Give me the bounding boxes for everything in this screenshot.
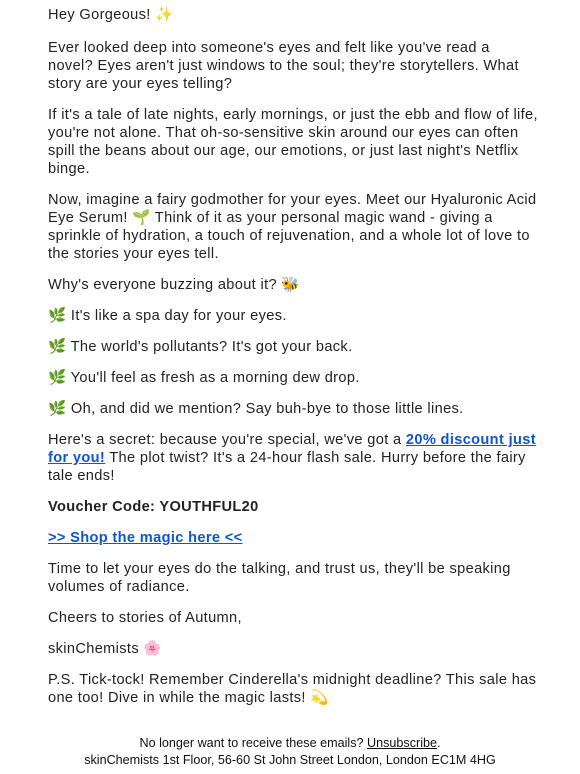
discount-text-after: The plot twist? It's a 24-hour flash sale. Hurry before the fairy tale ends! <box>48 450 526 484</box>
signature: skinChemists 🌸 <box>48 641 162 657</box>
voucher-code: Voucher Code: YOUTHFUL20 <box>48 499 259 515</box>
intro-paragraph: Ever looked deep into someone's eyes and felt like you've read a novel? Eyes aren't just windows to the soul; they're storytellers. What story are your eyes telling? <box>48 40 519 92</box>
serum-paragraph: Now, imagine a fairy godmother for your eyes. Meet our Hyaluronic Acid Eye Serum! 🌱 Think of it as your personal magic wand - giving a sprinkle of hydration, a touch of rejuvenation, and a whole lot of love to the stories your eyes tell. <box>48 192 537 262</box>
discount-text-before: Here's a secret: because you're special, we've got a <box>48 432 406 448</box>
buzzing-paragraph: Why's everyone buzzing about it? 🐝 <box>48 277 300 293</box>
discount-paragraph <box>48 431 538 485</box>
benefit-item-fresh: 🌿 You'll feel as fresh as a morning dew drop. <box>48 370 360 386</box>
benefit-item-pollutants: 🌿 The world's pollutants? It's got your back. <box>48 339 353 355</box>
unsubscribe-suffix: . <box>437 736 441 750</box>
greeting: Hey Gorgeous! ✨ <box>48 7 174 23</box>
shop-magic-link[interactable]: >> Shop the magic here << <box>48 530 243 546</box>
late-nights-paragraph: If it's a tale of late nights, early mornings, or just the ebb and flow of life, you're not alone. That oh-so-sensitive skin around our eyes can often spill the beans about our age, our emotions, or just last night's Netflix binge. <box>48 107 538 177</box>
closing-paragraph: Time to let your eyes do the talking, and trust us, they'll be speaking volumes of radiance. <box>48 561 511 595</box>
signoff: Cheers to stories of Autumn, <box>48 610 242 626</box>
unsubscribe-link[interactable]: Unsubscribe <box>367 736 437 750</box>
discount-link[interactable]: 20% discount just for you! <box>48 432 536 466</box>
shop-link-paragraph <box>48 529 538 547</box>
benefit-item-lines: 🌿 Oh, and did we mention? Say buh-bye to those little lines. <box>48 401 464 417</box>
unsubscribe-prefix: No longer want to receive these emails? <box>139 736 367 750</box>
unsubscribe-line <box>0 735 580 752</box>
benefit-item-spa: 🌿 It's like a spa day for your eyes. <box>48 308 287 324</box>
email-footer <box>0 735 580 769</box>
ps-paragraph: P.S. Tick-tock! Remember Cinderella's midnight deadline? This sale has one too! Dive in while the magic lasts! 💫 <box>48 672 537 706</box>
email-body <box>48 6 538 720</box>
company-address: skinChemists 1st Floor, 56-60 St John Street London, London EC1M 4HG <box>84 753 496 767</box>
